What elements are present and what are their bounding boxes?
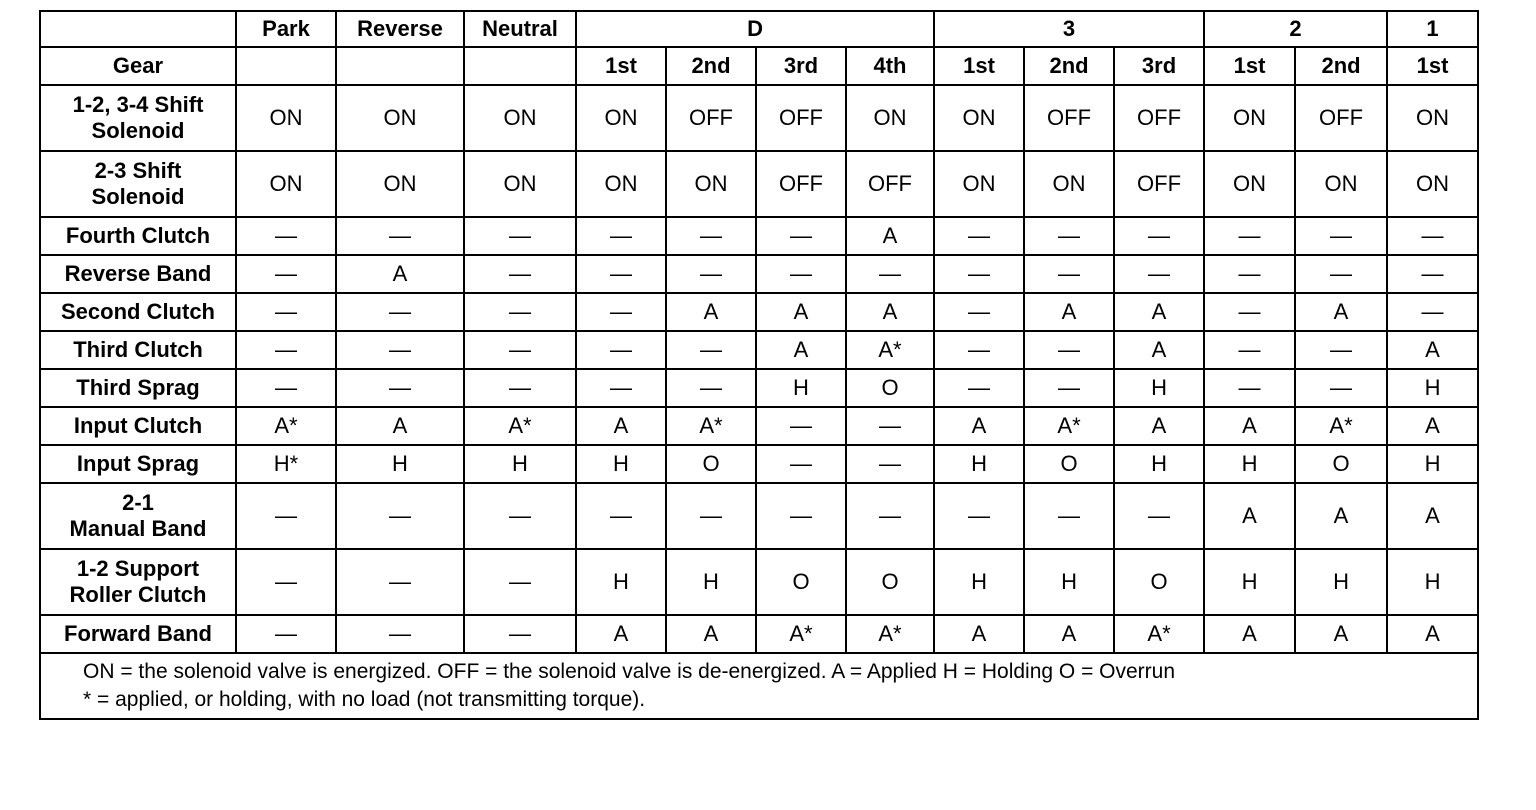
table-cell: —: [846, 407, 934, 445]
table-cell: OFF: [756, 85, 846, 151]
range-neutral: Neutral: [464, 11, 576, 47]
table-row: [40, 549, 1478, 615]
table-cell: OFF: [756, 151, 846, 217]
table-row: [40, 445, 1478, 483]
table-cell: ON: [1204, 85, 1295, 151]
table-cell: A: [1204, 407, 1295, 445]
gear-park: [236, 47, 336, 85]
table-cell: ON: [576, 85, 666, 151]
gear-header-row: [40, 47, 1478, 85]
table-cell: H: [1387, 549, 1478, 615]
table-cell: A: [666, 293, 756, 331]
table-cell: A: [1387, 407, 1478, 445]
row-label-line: Solenoid: [91, 184, 185, 209]
table-cell: —: [666, 255, 756, 293]
table-cell: A: [336, 255, 464, 293]
table-cell: ON: [236, 85, 336, 151]
table-cell: —: [236, 615, 336, 653]
table-cell: —: [934, 483, 1024, 549]
table-cell: —: [846, 255, 934, 293]
range-2: 2: [1204, 11, 1387, 47]
table-cell: O: [756, 549, 846, 615]
gear-d-1st: 1st: [576, 47, 666, 85]
gear-2-2nd: 2nd: [1295, 47, 1387, 85]
row-label-line: Forward Band: [64, 621, 212, 646]
table-cell: A: [576, 615, 666, 653]
table-cell: A: [1024, 293, 1114, 331]
table-cell: —: [934, 369, 1024, 407]
table-cell: H: [336, 445, 464, 483]
table-cell: —: [756, 217, 846, 255]
table-cell: —: [1387, 293, 1478, 331]
table-cell: A: [1024, 615, 1114, 653]
range-1: 1: [1387, 11, 1478, 47]
table-cell: OFF: [1114, 85, 1204, 151]
table-cell: OFF: [666, 85, 756, 151]
table-cell: —: [1295, 369, 1387, 407]
table-cell: A*: [846, 615, 934, 653]
table-cell: —: [576, 331, 666, 369]
table-cell: —: [336, 483, 464, 549]
table-cell: A: [336, 407, 464, 445]
row-label: [40, 331, 236, 369]
table-cell: A: [846, 217, 934, 255]
table-cell: —: [1114, 255, 1204, 293]
table-cell: —: [236, 255, 336, 293]
table-cell: —: [1387, 217, 1478, 255]
table-cell: ON: [464, 85, 576, 151]
table-cell: OFF: [1295, 85, 1387, 151]
gear-d-4th: 4th: [846, 47, 934, 85]
table-cell: —: [846, 445, 934, 483]
clutch-band-application-table: [39, 10, 1479, 720]
legend-row: [40, 653, 1478, 719]
table-cell: —: [576, 217, 666, 255]
row-label: [40, 217, 236, 255]
row-label: [40, 151, 236, 217]
table-cell: —: [576, 483, 666, 549]
table-cell: —: [666, 483, 756, 549]
shift-chart: [39, 10, 1477, 720]
row-label-line: Manual Band: [69, 516, 207, 541]
table-cell: A: [1114, 293, 1204, 331]
table-cell: ON: [934, 85, 1024, 151]
row-label-line: Roller Clutch: [69, 582, 207, 607]
row-label-line: Second Clutch: [60, 299, 215, 324]
table-cell: H: [1387, 445, 1478, 483]
table-cell: A: [1387, 331, 1478, 369]
legend-line-1: ON = the solenoid valve is energized. OFF = the solenoid valve is de-energized. A = Applied H = Holding O = Overrun: [83, 660, 1176, 683]
table-cell: —: [336, 293, 464, 331]
table-cell: —: [1024, 255, 1114, 293]
table-cell: ON: [236, 151, 336, 217]
table-cell: —: [1204, 255, 1295, 293]
table-cell: —: [666, 369, 756, 407]
table-cell: ON: [934, 151, 1024, 217]
row-label: [40, 483, 236, 549]
gear-d-2nd: 2nd: [666, 47, 756, 85]
table-cell: A: [1114, 407, 1204, 445]
table-cell: —: [1204, 331, 1295, 369]
corner-cell: [40, 11, 236, 47]
gear-label: Gear: [40, 47, 236, 85]
table-row: [40, 255, 1478, 293]
table-cell: O: [846, 549, 934, 615]
table-cell: A: [756, 293, 846, 331]
table-cell: —: [1024, 331, 1114, 369]
table-cell: A: [1114, 331, 1204, 369]
table-cell: H: [1024, 549, 1114, 615]
table-cell: A: [1295, 615, 1387, 653]
table-cell: —: [236, 293, 336, 331]
row-label: [40, 255, 236, 293]
table-row: [40, 407, 1478, 445]
table-cell: A: [666, 615, 756, 653]
row-label-line: Reverse Band: [64, 261, 212, 286]
table-cell: —: [576, 293, 666, 331]
table-cell: O: [846, 369, 934, 407]
table-cell: —: [1204, 217, 1295, 255]
row-label: [40, 407, 236, 445]
table-cell: —: [1387, 255, 1478, 293]
row-label-line: 1-2 Support: [76, 556, 200, 581]
table-cell: —: [336, 549, 464, 615]
table-cell: —: [934, 293, 1024, 331]
range-park: Park: [236, 11, 336, 47]
table-cell: —: [576, 255, 666, 293]
table-cell: A: [576, 407, 666, 445]
table-cell: ON: [1295, 151, 1387, 217]
gear-d-3rd: 3rd: [756, 47, 846, 85]
row-label: [40, 549, 236, 615]
table-cell: A: [1295, 293, 1387, 331]
table-cell: H: [1295, 549, 1387, 615]
table-cell: —: [756, 483, 846, 549]
table-cell: A: [1387, 615, 1478, 653]
table-cell: —: [934, 217, 1024, 255]
table-cell: A*: [1295, 407, 1387, 445]
row-label: [40, 85, 236, 151]
table-cell: —: [236, 217, 336, 255]
table-cell: ON: [666, 151, 756, 217]
table-cell: OFF: [1114, 151, 1204, 217]
table-cell: A: [756, 331, 846, 369]
table-cell: —: [464, 331, 576, 369]
table-cell: A*: [1114, 615, 1204, 653]
gear-2-1st: 1st: [1204, 47, 1295, 85]
table-cell: —: [934, 255, 1024, 293]
row-label-line: 1-2, 3-4 Shift: [72, 92, 204, 117]
table-cell: —: [1295, 217, 1387, 255]
table-cell: ON: [464, 151, 576, 217]
range-header-row: [40, 11, 1478, 47]
gear-reverse: [336, 47, 464, 85]
range-3: 3: [934, 11, 1204, 47]
table-cell: O: [1024, 445, 1114, 483]
table-cell: H: [1114, 369, 1204, 407]
table-cell: —: [236, 549, 336, 615]
row-label: [40, 445, 236, 483]
table-cell: ON: [1204, 151, 1295, 217]
table-cell: —: [464, 549, 576, 615]
table-cell: ON: [336, 151, 464, 217]
table-cell: —: [1114, 483, 1204, 549]
table-cell: A: [846, 293, 934, 331]
table-cell: —: [1024, 217, 1114, 255]
table-row: [40, 483, 1478, 549]
table-cell: ON: [576, 151, 666, 217]
table-cell: —: [236, 483, 336, 549]
gear-3-3rd: 3rd: [1114, 47, 1204, 85]
table-row: [40, 331, 1478, 369]
table-cell: —: [336, 217, 464, 255]
range-d: D: [576, 11, 934, 47]
table-cell: A*: [236, 407, 336, 445]
row-label-line: Input Sprag: [76, 451, 200, 476]
row-label-line: Solenoid: [91, 118, 185, 143]
table-cell: —: [846, 483, 934, 549]
gear-3-1st: 1st: [934, 47, 1024, 85]
table-cell: A*: [846, 331, 934, 369]
gear-neutral: [464, 47, 576, 85]
row-label: [40, 369, 236, 407]
table-cell: H: [666, 549, 756, 615]
table-cell: OFF: [1024, 85, 1114, 151]
table-cell: —: [464, 255, 576, 293]
table-cell: —: [1204, 293, 1295, 331]
gear-1-1st: 1st: [1387, 47, 1478, 85]
table-cell: A*: [756, 615, 846, 653]
table-cell: OFF: [846, 151, 934, 217]
row-label-line: Third Clutch: [73, 337, 203, 362]
table-cell: —: [1114, 217, 1204, 255]
table-cell: —: [756, 407, 846, 445]
table-row: [40, 151, 1478, 217]
table-cell: H: [1204, 549, 1295, 615]
table-cell: —: [756, 445, 846, 483]
table-cell: H: [1387, 369, 1478, 407]
table-cell: H*: [236, 445, 336, 483]
table-cell: —: [336, 331, 464, 369]
table-cell: A: [934, 407, 1024, 445]
table-cell: ON: [336, 85, 464, 151]
table-cell: —: [756, 255, 846, 293]
table-cell: —: [464, 217, 576, 255]
table-cell: H: [464, 445, 576, 483]
table-cell: —: [1024, 483, 1114, 549]
table-cell: ON: [1387, 85, 1478, 151]
row-label: [40, 615, 236, 653]
table-cell: —: [336, 615, 464, 653]
row-label-line: Third Sprag: [76, 375, 200, 400]
table-cell: A: [1387, 483, 1478, 549]
table-cell: —: [464, 615, 576, 653]
table-cell: A: [1204, 615, 1295, 653]
table-cell: ON: [846, 85, 934, 151]
table-cell: H: [934, 445, 1024, 483]
table-cell: —: [236, 369, 336, 407]
table-cell: A*: [464, 407, 576, 445]
table-cell: —: [666, 217, 756, 255]
table-cell: O: [666, 445, 756, 483]
table-cell: —: [464, 369, 576, 407]
table-row: [40, 85, 1478, 151]
table-cell: O: [1114, 549, 1204, 615]
table-cell: —: [1204, 369, 1295, 407]
table-cell: H: [756, 369, 846, 407]
table-cell: H: [1114, 445, 1204, 483]
row-label-line: 2-3 Shift: [94, 158, 182, 183]
gear-3-2nd: 2nd: [1024, 47, 1114, 85]
table-cell: —: [1295, 255, 1387, 293]
table-cell: O: [1295, 445, 1387, 483]
table-cell: A*: [1024, 407, 1114, 445]
table-cell: A*: [666, 407, 756, 445]
table-cell: —: [934, 331, 1024, 369]
table-row: [40, 369, 1478, 407]
table-cell: A: [1204, 483, 1295, 549]
row-label-line: 2-1: [122, 490, 154, 515]
table-cell: —: [336, 369, 464, 407]
table-cell: —: [1024, 369, 1114, 407]
table-cell: H: [576, 445, 666, 483]
legend-line-2: * = applied, or holding, with no load (not transmitting torque).: [83, 688, 646, 711]
legend: [40, 653, 1478, 719]
range-reverse: Reverse: [336, 11, 464, 47]
table-cell: H: [934, 549, 1024, 615]
table-cell: —: [464, 483, 576, 549]
table-cell: —: [464, 293, 576, 331]
table-cell: ON: [1387, 151, 1478, 217]
row-label-line: Fourth Clutch: [65, 223, 211, 248]
table-cell: —: [236, 331, 336, 369]
table-row: [40, 615, 1478, 653]
row-label-line: Input Clutch: [73, 413, 203, 438]
table-cell: A: [934, 615, 1024, 653]
table-cell: —: [666, 331, 756, 369]
table-cell: H: [1204, 445, 1295, 483]
table-row: [40, 217, 1478, 255]
table-cell: —: [576, 369, 666, 407]
table-row: [40, 293, 1478, 331]
table-cell: ON: [1024, 151, 1114, 217]
table-cell: —: [1295, 331, 1387, 369]
table-cell: A: [1295, 483, 1387, 549]
table-cell: H: [576, 549, 666, 615]
row-label: [40, 293, 236, 331]
